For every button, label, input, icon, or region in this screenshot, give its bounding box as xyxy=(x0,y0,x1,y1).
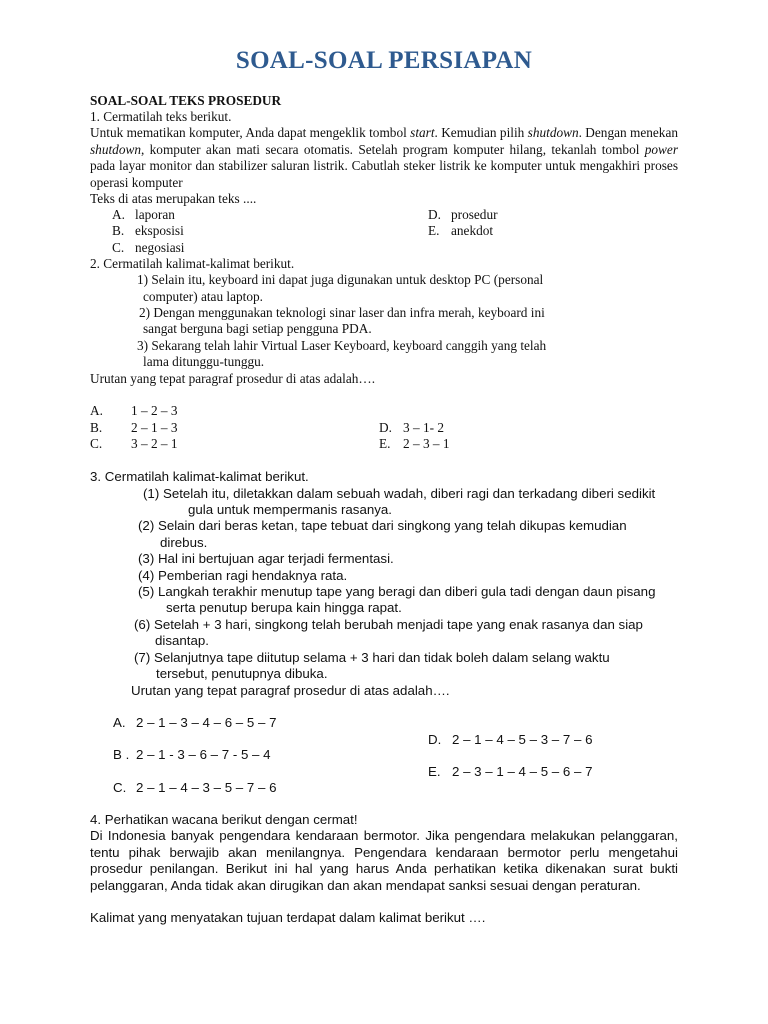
q1-question: Teks di atas merupakan teks .... xyxy=(90,191,257,206)
q1-option-a-letter: A. xyxy=(112,207,125,222)
q3-option-d-letter: D. xyxy=(428,732,442,747)
q2-option-e: 2 – 3 – 1 xyxy=(403,436,450,451)
q2-option-b: 2 – 1 – 3 xyxy=(131,420,178,435)
q4-passage: Di Indonesia banyak pengendara kendaraan bermotor. Jika pengendara melakukan pelanggaran, tentu pihak berwajib akan menilangnya. Pengendara kendaraan bermotor perlu mengetahui prosedur penilangan. Berikut ini hal yang harus Anda perhatikan ketika dikenakan surat bukti pelanggaran, Anda tidak akan dirugikan dan akan mendapat sanksi sesuai dengan peraturan. xyxy=(90,828,678,893)
q3-item-3: (3) Hal ini bertujuan agar terjadi fermentasi. xyxy=(138,551,394,566)
q3-item-7: (7) Selanjutnya tape diitutup selama + 3 hari dan tidak boleh dalam selang waktu xyxy=(134,650,610,665)
q3-item-1: (1) Setelah itu, diletakkan dalam sebuah wadah, diberi ragi dan terkadang diberi sedikit xyxy=(143,486,656,501)
q1-option-c: negosiasi xyxy=(135,240,185,255)
q1-option-d-letter: D. xyxy=(428,207,441,222)
q3-option-e: 2 – 3 – 1 – 4 – 5 – 6 – 7 xyxy=(452,764,593,779)
q1-passage: Untuk mematikan komputer, Anda dapat mengeklik tombol start. Kemudian pilih shutdown. Dengan menekan shutdown, komputer akan mati secara otomatis. Setelah program komputer hilang, tekanlah tombol power pada layar monitor dan stabilizer saluran listrik. Cabutlah steker listrik ke komputer untuk mengakhiri proses operasi komputer xyxy=(90,125,678,190)
q2-option-d: 3 – 1- 2 xyxy=(403,420,444,435)
q1-option-e: anekdot xyxy=(451,223,494,238)
q2-question: Urutan yang tepat paragraf prosedur di atas adalah…. xyxy=(90,371,376,386)
q3-option-c: 2 – 1 – 4 – 3 – 5 – 7 – 6 xyxy=(136,780,277,795)
q3-intro: 3. Cermatilah kalimat-kalimat berikut. xyxy=(90,469,309,484)
q3-option-d: 2 – 1 – 4 – 5 – 3 – 7 – 6 xyxy=(452,732,593,747)
q2-item-1-cont: computer) atau laptop. xyxy=(143,289,263,304)
q3-item-1-cont: gula untuk mempermanis rasanya. xyxy=(188,502,392,517)
q3-item-2-cont: direbus. xyxy=(160,535,208,550)
q3-item-4: (4) Pemberian ragi hendaknya rata. xyxy=(138,568,348,583)
q3-option-a-letter: A. xyxy=(113,715,126,730)
q4-intro: 4. Perhatikan wacana berikut dengan cermat! xyxy=(90,812,358,827)
q3-item-6: (6) Setelah + 3 hari, singkong telah berubah menjadi tape yang enak rasanya dan siap xyxy=(134,617,643,632)
q1-option-b: eksposisi xyxy=(135,223,184,238)
q3-item-2: (2) Selain dari beras ketan, tape tebuat dari singkong yang telah dikupas kemudian xyxy=(138,518,627,533)
q2-option-e-letter: E. xyxy=(379,436,391,451)
q2-option-c-letter: C. xyxy=(90,436,103,451)
q3-option-a: 2 – 1 – 3 – 4 – 6 – 5 – 7 xyxy=(136,715,277,730)
q1-option-d: prosedur xyxy=(451,207,498,222)
q2-item-3: 3) Sekarang telah lahir Virtual Laser Keyboard, keyboard canggih yang telah xyxy=(137,338,547,353)
q2-item-2-cont: sangat berguna bagi setiap pengguna PDA. xyxy=(143,321,372,336)
q3-item-7-cont: tersebut, penutupnya dibuka. xyxy=(156,666,328,681)
q4-question: Kalimat yang menyatakan tujuan terdapat dalam kalimat berikut …. xyxy=(90,910,486,925)
q2-item-2: 2) Dengan menggunakan teknologi sinar laser dan infra merah, keyboard ini xyxy=(139,305,545,320)
q3-item-5-cont: serta penutup berupa kain hingga rapat. xyxy=(166,600,402,615)
q2-option-a: 1 – 2 – 3 xyxy=(131,403,178,418)
q2-option-c: 3 – 2 – 1 xyxy=(131,436,178,451)
q1-option-a: laporan xyxy=(135,207,175,222)
q3-option-c-letter: C. xyxy=(113,780,127,795)
q3-option-b: 2 – 1 - 3 – 6 – 7 - 5 – 4 xyxy=(136,747,271,762)
q3-question: Urutan yang tepat paragraf prosedur di atas adalah…. xyxy=(131,683,450,698)
q1-option-c-letter: C. xyxy=(112,240,125,255)
q3-item-5: (5) Langkah terakhir menutup tape yang beragi dan diberi gula tadi dengan daun pisang xyxy=(138,584,656,599)
q2-option-d-letter: D. xyxy=(379,420,392,435)
section-heading: SOAL-SOAL TEKS PROSEDUR xyxy=(90,93,282,108)
q2-option-b-letter: B. xyxy=(90,420,103,435)
q1-intro: 1. Cermatilah teks berikut. xyxy=(90,109,232,124)
q2-item-3-cont: lama ditunggu-tunggu. xyxy=(143,354,265,369)
q3-item-6-cont: disantap. xyxy=(155,633,209,648)
q1-option-e-letter: E. xyxy=(428,223,440,238)
q2-item-1: 1) Selain itu, keyboard ini dapat juga digunakan untuk desktop PC (personal xyxy=(137,272,544,287)
q3-option-e-letter: E. xyxy=(428,764,441,779)
q3-option-b-letter: B . xyxy=(113,747,130,762)
page-title: SOAL-SOAL PERSIAPAN xyxy=(235,47,533,74)
q1-option-b-letter: B. xyxy=(112,223,125,238)
q2-option-a-letter: A. xyxy=(90,403,103,418)
q2-intro: 2. Cermatilah kalimat-kalimat berikut. xyxy=(90,256,295,271)
